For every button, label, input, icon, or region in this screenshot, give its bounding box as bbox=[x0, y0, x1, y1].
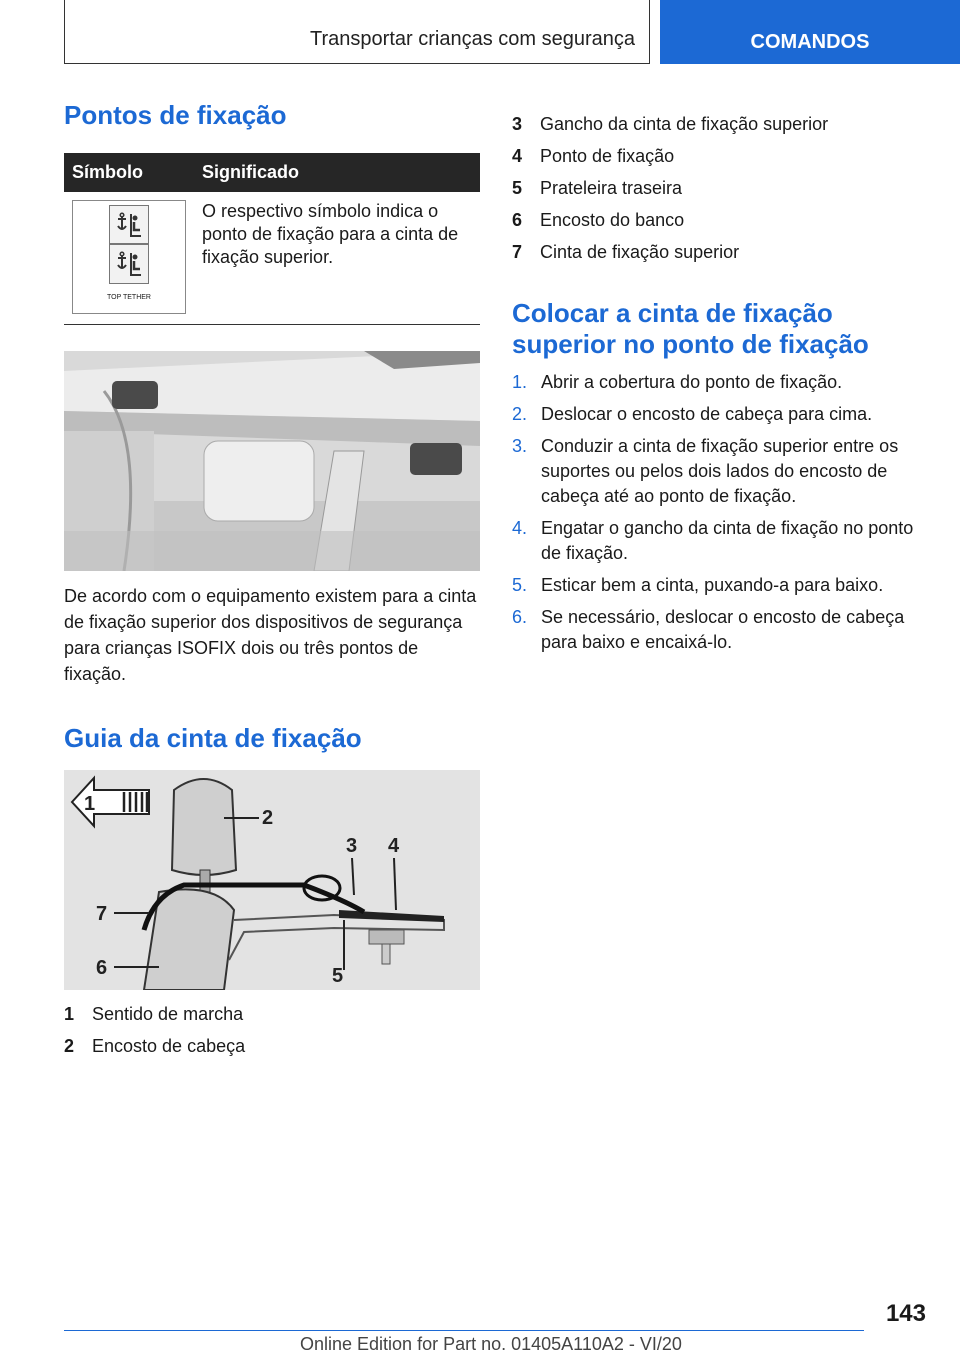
page-number: 143 bbox=[885, 1300, 926, 1327]
anchor-points-paragraph: De acordo com o equipamento existem para a cinta de fixação superior dos dispositivos de segurança para crianças ISOFIX dois ou três pontos de fixação. bbox=[64, 586, 477, 684]
diagram-label-7: 7 bbox=[96, 903, 108, 925]
chapter-title: Transportar crianças com segurança bbox=[310, 28, 635, 50]
list-item: 4 Ponto de fixação bbox=[512, 146, 675, 166]
list-item: 5 Prateleira traseira bbox=[512, 178, 683, 198]
list-item: 3 Gancho da cinta de fixação superior bbox=[512, 114, 829, 134]
child-seat-anchor-icon bbox=[109, 244, 149, 284]
step-item: 6. Se necessário, deslocar o encosto de cabeça para baixo e encaixá-lo. bbox=[512, 607, 905, 652]
top-tether-label: TOP TETHER bbox=[107, 294, 151, 301]
col-header-symbol: Símbolo bbox=[64, 153, 194, 192]
top-tether-group bbox=[107, 244, 151, 309]
list-item: 7 Cinta de fixação superior bbox=[512, 242, 740, 262]
diagram-label-6: 6 bbox=[96, 957, 108, 979]
headrest-shape bbox=[172, 779, 236, 875]
header-box bbox=[64, 0, 650, 64]
list-item: 1 Sentido de marcha bbox=[64, 1004, 244, 1024]
child-seat-anchor-icon bbox=[109, 205, 149, 244]
section-title-strap-guide: Guia da cinta de fixação bbox=[64, 723, 362, 753]
tether-diagram bbox=[64, 770, 480, 990]
section-tab[interactable] bbox=[660, 0, 960, 64]
col-header-meaning: Significado bbox=[194, 153, 480, 192]
diagram-label-3: 3 bbox=[346, 835, 358, 857]
right-column bbox=[512, 108, 932, 662]
step-item: 2. Deslocar o encosto de cabeça para cima. bbox=[512, 404, 873, 424]
list-item: 2 Encosto de cabeça bbox=[64, 1036, 246, 1056]
left-column bbox=[64, 100, 480, 1062]
diagram-legend-right bbox=[512, 108, 932, 268]
symbol-table bbox=[64, 153, 480, 325]
diagram-label-2: 2 bbox=[262, 807, 274, 829]
step-item: 4. Engatar o gancho da cinta de fixação no ponto de fixação. bbox=[512, 518, 914, 563]
diagram-legend-left bbox=[64, 998, 480, 1062]
rear-shelf-photo bbox=[64, 351, 480, 571]
tether-symbol-box bbox=[72, 200, 186, 314]
step-item: 5. Esticar bem a cinta, puxando-a para baixo. bbox=[512, 575, 884, 595]
section-tab-label: COMANDOS bbox=[750, 31, 870, 53]
list-item: 6 Encosto do banco bbox=[512, 210, 685, 230]
symbol-cell bbox=[64, 192, 194, 325]
meaning-cell: O respectivo símbolo indica o ponto de fixação para a cinta de fixação superior. bbox=[194, 192, 480, 325]
edition-note: Online Edition for Part no. 01405A110A2 - VI/20 bbox=[300, 1334, 682, 1354]
step-item: 1. Abrir a cobertura do ponto de fixação. bbox=[512, 372, 843, 392]
diagram-label-5: 5 bbox=[332, 965, 344, 987]
footer-divider bbox=[64, 1330, 864, 1331]
step-list bbox=[512, 370, 932, 655]
diagram-label-1: 1 bbox=[84, 793, 96, 815]
section-title-attach-strap: Colocar a cinta de fixação superior no ponto de fixação bbox=[512, 298, 869, 359]
section-title-anchor-points: Pontos de fixação bbox=[64, 100, 287, 130]
table-row bbox=[64, 192, 480, 325]
step-item: 3. Conduzir a cinta de fixação superior entre os suportes ou pelos dois lados do encosto de cabeça até ao ponto de fixação. bbox=[512, 436, 899, 506]
diagram-label-4: 4 bbox=[388, 835, 400, 857]
